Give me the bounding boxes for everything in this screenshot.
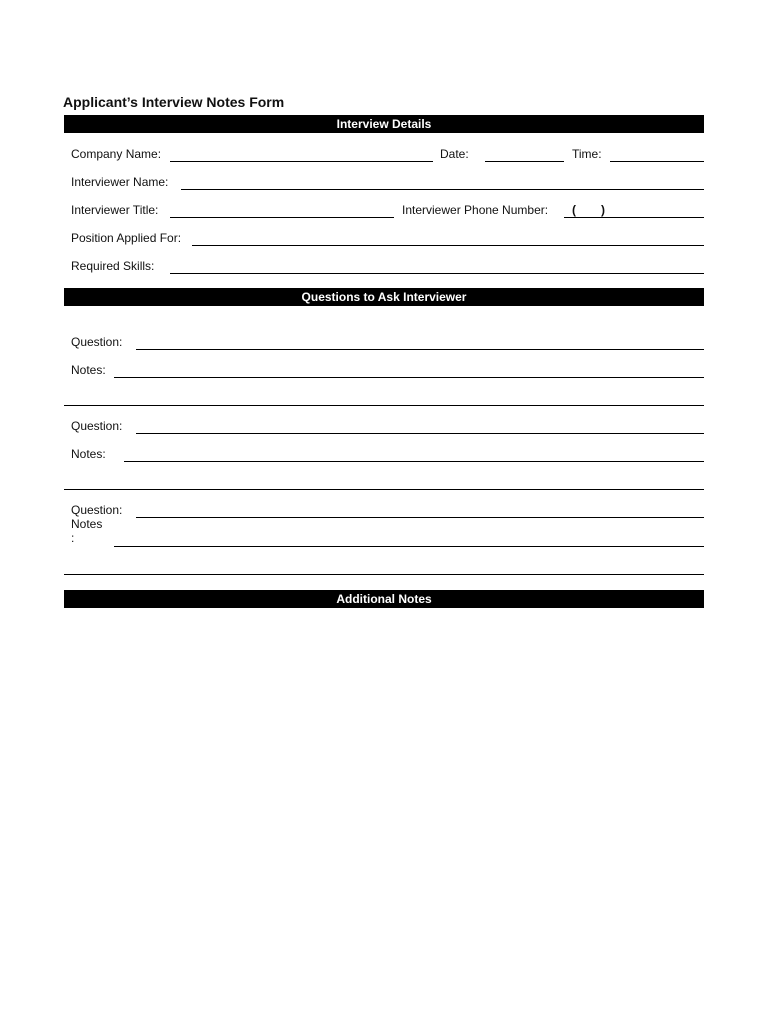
interviewer-title-field[interactable] (170, 217, 394, 218)
interviewer-title-label: Interviewer Title: (71, 203, 159, 217)
company-name-label: Company Name: (71, 147, 162, 161)
notes-2-field[interactable] (124, 461, 704, 462)
notes-3-field[interactable] (114, 546, 704, 547)
notes-1-field[interactable] (114, 377, 704, 378)
phone-close-paren: ) (601, 203, 605, 217)
notes-3-extra-line[interactable] (64, 574, 704, 575)
section-header-additional-notes: Additional Notes (64, 590, 704, 608)
time-field[interactable] (610, 161, 704, 162)
notes-3-label-colon: : (71, 531, 75, 545)
interviewer-name-field[interactable] (181, 189, 704, 190)
question-3-label: Question: (71, 503, 123, 517)
notes-2-label: Notes: (71, 447, 106, 461)
question-2-label: Question: (71, 419, 123, 433)
date-label: Date: (440, 147, 469, 161)
position-applied-field[interactable] (192, 245, 704, 246)
phone-open-paren: ( (572, 203, 576, 217)
question-2-field[interactable] (136, 433, 704, 434)
notes-2-extra-line[interactable] (64, 489, 704, 490)
interviewer-phone-label: Interviewer Phone Number: (402, 203, 549, 217)
section-header-questions: Questions to Ask Interviewer (64, 288, 704, 306)
notes-3-label: Notes (71, 517, 103, 531)
section-header-interview-details: Interview Details (64, 115, 704, 133)
notes-1-label: Notes: (71, 363, 106, 377)
question-1-field[interactable] (136, 349, 704, 350)
time-label: Time: (572, 147, 602, 161)
question-3-field[interactable] (136, 517, 704, 518)
interviewer-phone-field[interactable] (564, 217, 704, 218)
interviewer-name-label: Interviewer Name: (71, 175, 169, 189)
form-title: Applicant’s Interview Notes Form (63, 94, 285, 110)
company-name-field[interactable] (170, 161, 433, 162)
phone-area-code (572, 203, 605, 217)
question-1-label: Question: (71, 335, 123, 349)
required-skills-field[interactable] (170, 273, 704, 274)
notes-1-extra-line[interactable] (64, 405, 704, 406)
position-applied-label: Position Applied For: (71, 231, 182, 245)
date-field[interactable] (485, 161, 564, 162)
required-skills-label: Required Skills: (71, 259, 155, 273)
